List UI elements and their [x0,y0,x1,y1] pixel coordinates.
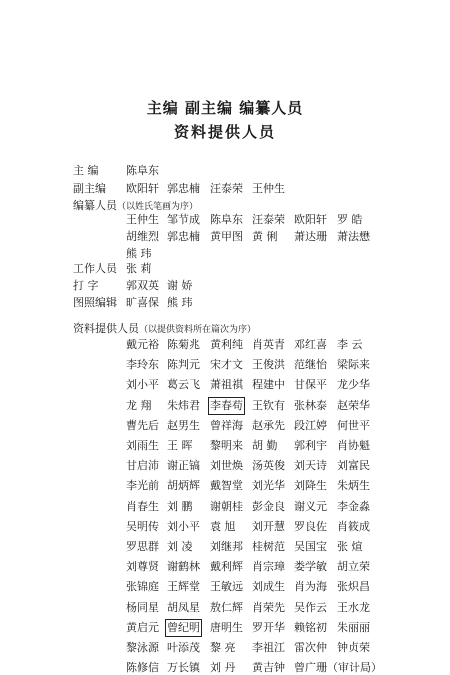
provider-name: 刘成生 [252,580,285,594]
photo-editor-label: 图照编辑 [73,296,117,309]
provider-name: 刘小平 [126,378,159,392]
provider-name: 张炽昌 [337,580,370,594]
provider-name: 胡凤星 [167,600,200,614]
provider-name: 刘尊贤 [126,560,159,574]
compiler-name: 郭忠楠 [167,230,200,243]
provider-name: 刘小平 [167,519,200,533]
provider-name: 肖英青 [252,338,285,351]
provider-name: 曹先后 [126,418,159,432]
providers-label-note: （以提供资料所在篇次为序） [139,325,257,335]
provider-name: 刘雨生 [126,439,159,452]
provider-name: 李春苟 [210,398,243,412]
provider-name: 罗思群 [126,540,159,553]
provider-name: 李光前 [126,479,159,493]
provider-name: 张林泰 [294,398,327,412]
provider-name: 王辉堂 [167,580,200,594]
provider-name: 陈菊兆 [167,338,200,351]
compilers-label-note: （以姓氏笔画为序） [117,202,199,212]
compiler-name: 邹节成 [167,213,200,226]
provider-name: 范继怡 [294,358,327,372]
deputy-editor-name: 王仲生 [252,182,285,195]
photo-editor-name: 熊 玮 [167,296,193,309]
provider-name: 葛云飞 [167,378,200,392]
provider-name: 戴智堂 [210,479,243,493]
provider-name: 刘世焕 [210,459,243,473]
deputy-editor-name: 汪泰荣 [210,182,243,195]
provider-name: 刘开慧 [252,519,285,533]
provider-name: 刘富民 [337,459,370,473]
provider-name: 刘 丹 [210,661,236,675]
provider-name: 赖铭初 [294,620,327,634]
provider-name: 肖协魁 [337,439,370,452]
provider-name: 娄学敏 [294,560,327,574]
compiler-name: 黄甲图 [210,230,243,243]
typing-name: 谢 娇 [167,279,193,292]
provider-name: 谢朝桂 [210,499,243,513]
provider-name: 刘天诗 [294,459,327,473]
provider-name: 龙少华 [337,378,370,392]
compilers-label: 编纂人员（以姓氏笔画为序） [73,199,199,212]
provider-name: 罗开华 [252,620,285,634]
provider-name: 梁际来 [337,358,370,372]
provider-name: 黎 亮 [210,641,236,654]
compiler-name: 熊 玮 [126,247,152,260]
provider-name: 刘光华 [252,479,285,493]
provider-name: 甘保平 [294,378,327,392]
provider-name: 杨同星 [126,600,159,614]
provider-name: 朱炳生 [337,479,370,493]
provider-name: 李祖江 [252,641,285,654]
compiler-name: 萧达珊 [294,230,327,243]
provider-name: 王钦有 [252,398,285,412]
provider-name: 敖仁辉 [210,600,243,614]
provider-name: 肖荣先 [252,600,285,614]
provider-name: 赵荣华 [337,398,370,412]
provider-name: 谢义元 [294,499,327,513]
provider-name: 桂树范 [252,540,285,553]
provider-name: 戴元裕 [126,338,159,351]
provider-name: 刘 鹏 [167,499,193,513]
provider-name: 黄利纯 [210,338,243,351]
provider-name: 刘继邦 [210,540,243,553]
provider-name: 黎明来 [210,439,243,452]
staff-name: 张 莉 [126,262,152,275]
provider-name: 王俊洪 [252,358,285,372]
provider-name: 李玲东 [126,358,159,372]
deputy-editor-label: 副主编 [73,182,106,195]
provider-name: 朱丽丽 [337,620,370,634]
provider-name: 袁 旭 [210,519,236,533]
provider-name: 唐明生 [210,620,243,634]
provider-name: 胡炳辉 [167,479,200,493]
staff-label: 工作人员 [73,262,117,275]
editor-name: 陈阜东 [126,164,159,177]
provider-name: 吴明传 [126,519,159,533]
provider-name: 邓红喜 [294,338,327,351]
provider-name: 何世平 [337,418,370,432]
provider-name: 万长镇 [167,661,200,675]
provider-name: 肖筱成 [337,519,370,533]
compiler-name: 黄 俐 [252,230,278,243]
provider-name: 胡 勤 [252,439,278,452]
providers-label: 资料提供人员（以提供资料所在篇次为序） [73,322,257,335]
provider-name: 谢鹤林 [167,560,200,574]
provider-name: 陈判元 [167,358,200,372]
provider-name: 罗良佐 [294,519,327,533]
provider-name: 胡立荣 [337,560,370,574]
provider-name: 汤英俊 [252,459,285,473]
provider-name: 吴作云 [294,600,327,614]
provider-name: 李金淼 [337,499,370,513]
provider-name: 龙 翔 [126,398,152,412]
provider-name: 宋才文 [210,358,243,372]
provider-name: 萧祖祺 [210,378,243,392]
provider-name: 黎泳源 [126,641,159,654]
page-subtitle: 资料提供人员 [173,123,276,141]
compiler-name: 罗 皓 [337,213,363,226]
provider-name: 段江婷 [294,418,327,432]
deputy-editor-name: 欧阳轩 [126,182,159,195]
provider-name: 刘 凌 [167,540,193,553]
provider-name: 张锦庭 [126,580,159,594]
compiler-name: 欧阳轩 [294,213,327,226]
provider-name: 王水龙 [337,600,370,614]
provider-name: 王 晖 [167,439,193,452]
provider-name: 朱炜君 [167,398,200,412]
provider-name: 程建中 [252,378,285,392]
provider-name: 叶添茂 [167,641,200,654]
provider-name: 钟贞荣 [337,641,370,654]
provider-name: 曾纪明 [167,620,200,634]
provider-name: 谢正镐 [167,459,200,473]
compiler-name: 胡维烈 [126,230,159,243]
provider-name: 肖春生 [126,499,159,513]
compiler-name: 王仲生 [126,213,159,226]
provider-name: 曾广珊（审计局） [294,661,382,675]
provider-name: 刘降生 [294,479,327,493]
provider-name: 黄吉钟 [252,661,285,675]
provider-name: 陈修信 [126,661,159,675]
compiler-name: 陈阜东 [210,213,243,226]
compiler-name: 汪泰荣 [252,213,285,226]
provider-name: 王敏远 [210,580,243,594]
provider-name: 吴国宝 [294,540,327,553]
provider-name: 彭金良 [252,499,285,513]
provider-name: 雷次仲 [294,641,327,654]
deputy-editor-name: 郭忠楠 [167,182,200,195]
provider-name: 肖宗璋 [252,560,285,574]
typing-name: 郭双英 [126,279,159,292]
provider-name: 郭利宇 [294,439,327,452]
provider-name: 肖为海 [294,580,327,594]
provider-name: 张 煊 [337,540,363,553]
provider-name: 赵男生 [167,418,200,432]
provider-name: 曾祥海 [210,418,243,432]
editor-label: 主 编 [73,164,99,177]
photo-editor-name: 旷喜保 [126,296,159,309]
provider-name: 赵承先 [252,418,285,432]
provider-name: 李 云 [337,338,363,351]
page-title: 主编 副主编 编纂人员 [146,99,304,117]
provider-name: 甘启沛 [126,459,159,473]
typing-label: 打 字 [73,279,99,292]
compiler-name: 萧法懋 [337,230,370,243]
provider-name: 黄启元 [126,620,159,634]
provider-name: 戴利辉 [210,560,243,574]
